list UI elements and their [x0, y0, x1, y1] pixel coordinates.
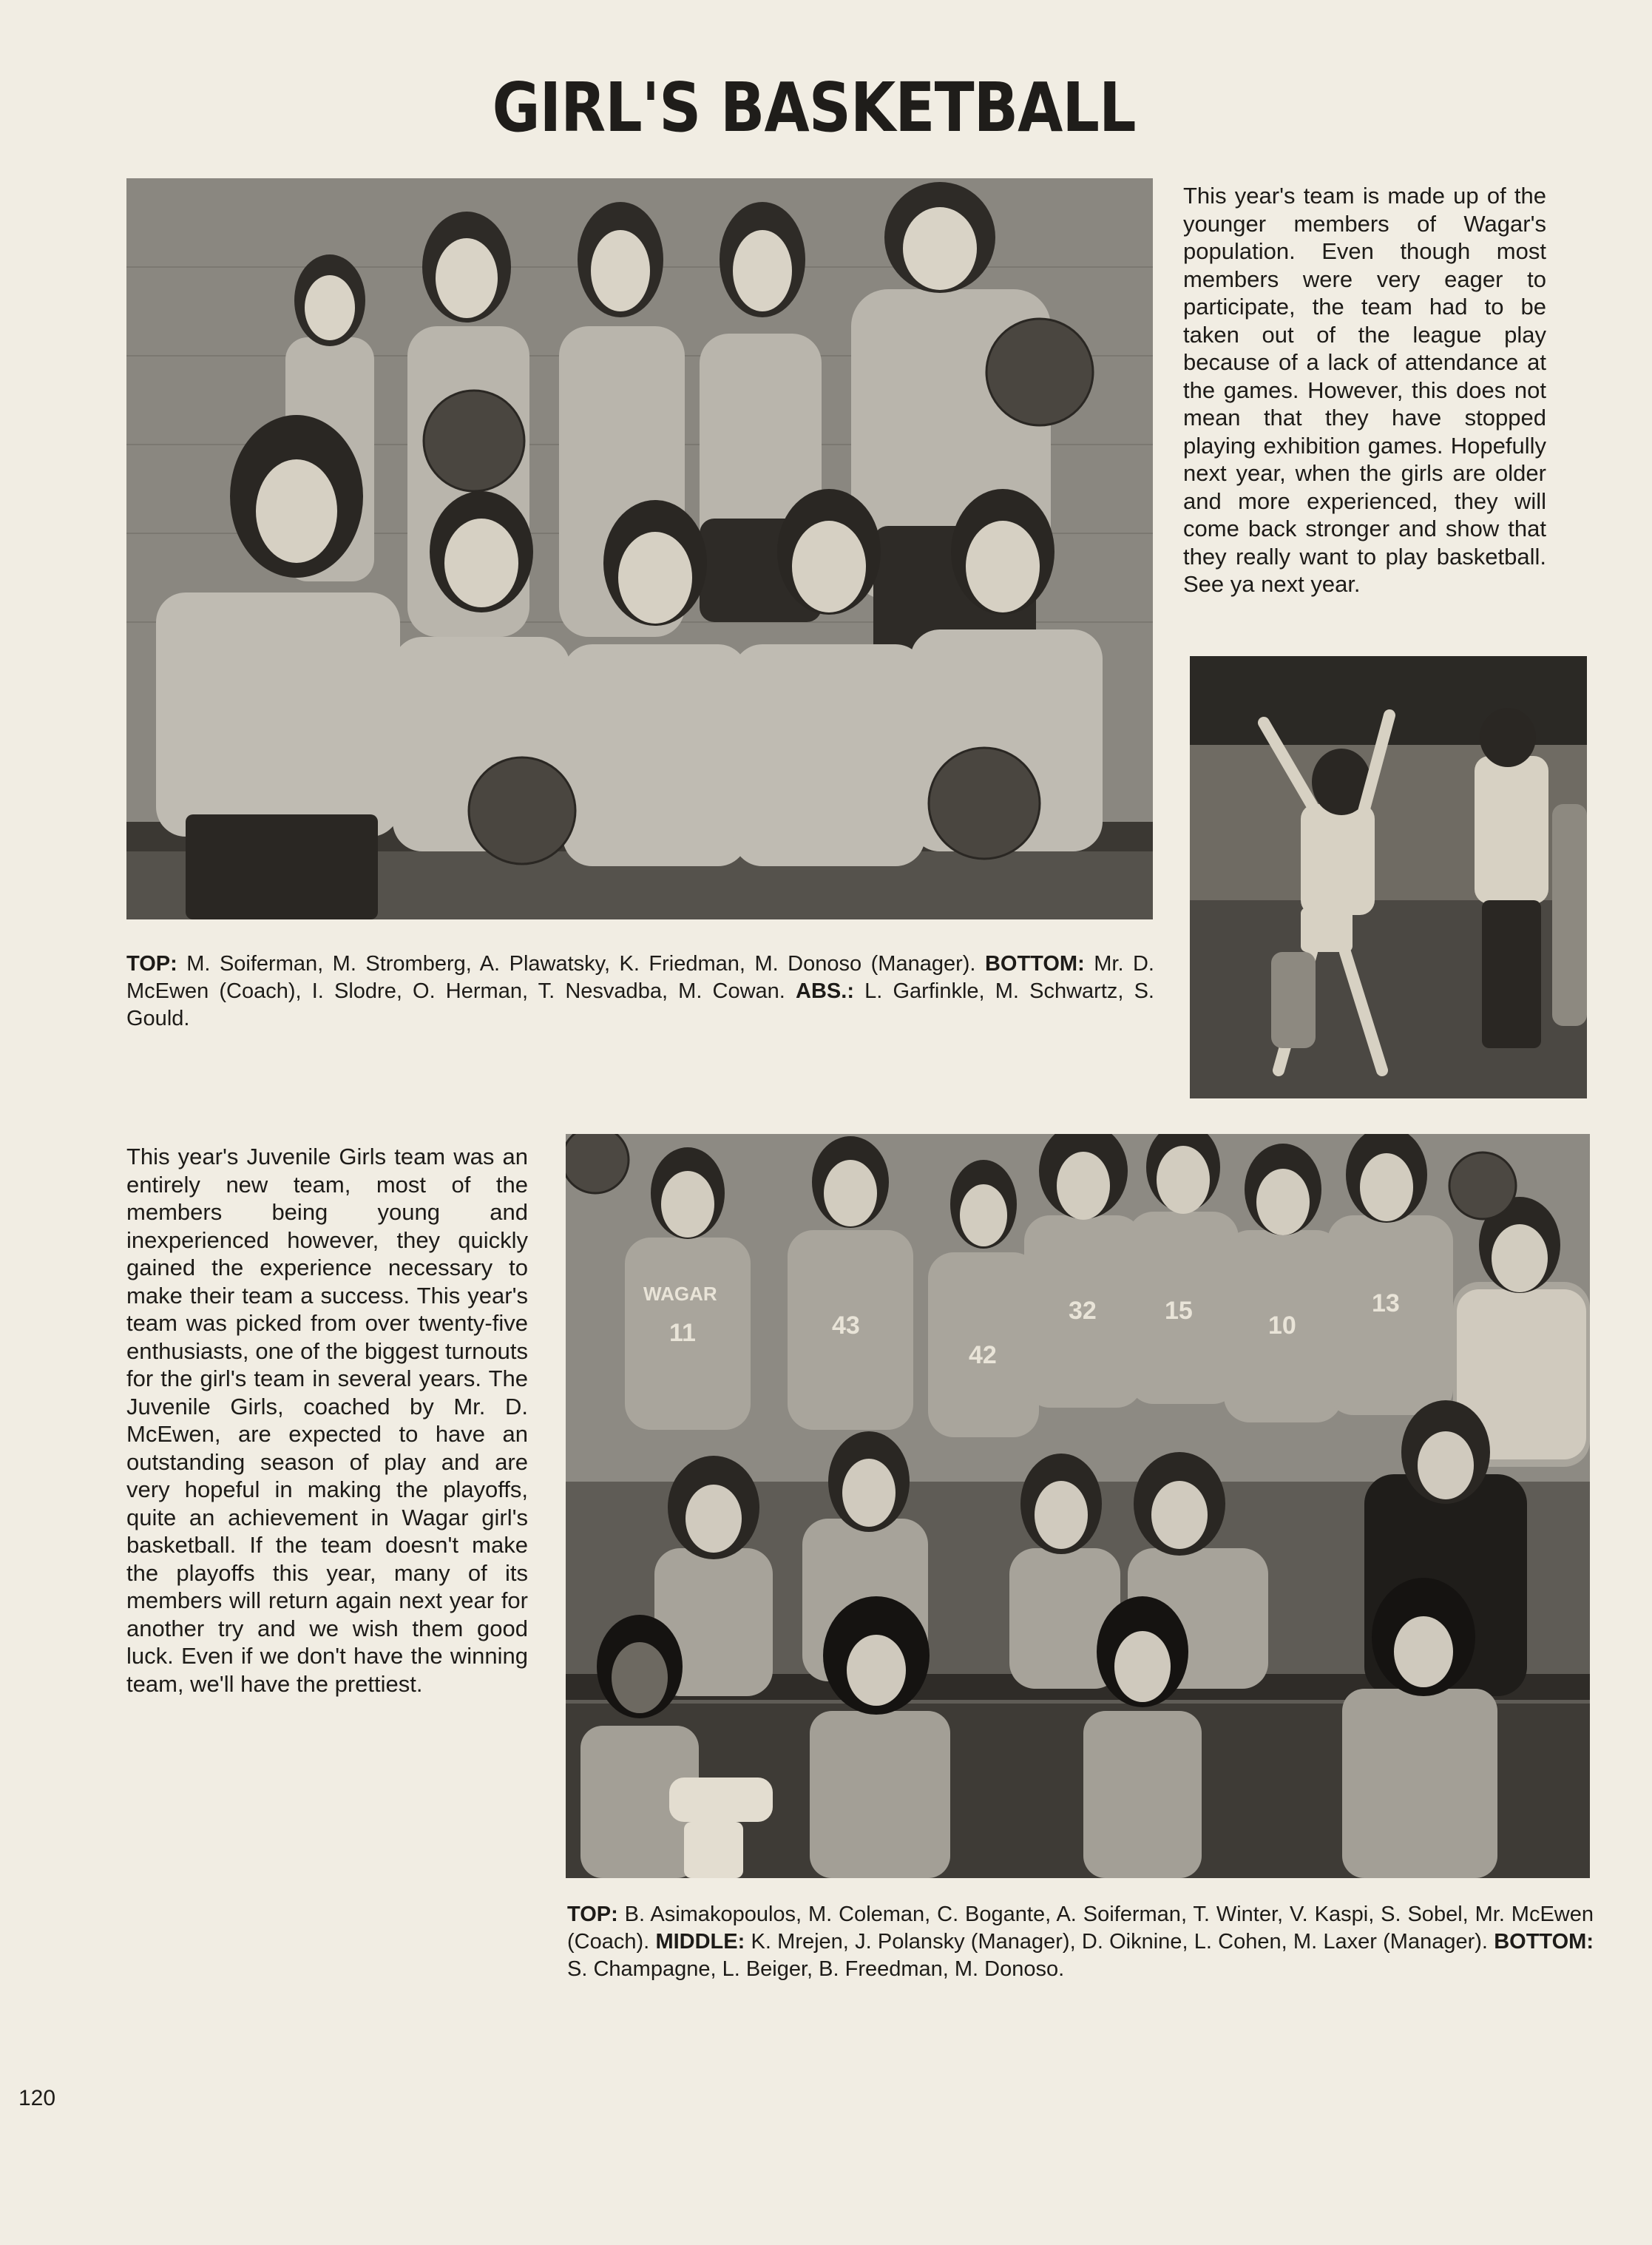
caption-bottom-names: Mr. D. McEwen (Coach), I. Slodre, O. Herman, T. Nesvadba, M. Cowan. — [126, 952, 1154, 1003]
jersey-number-42: 42 — [969, 1341, 997, 1369]
team2-caption — [567, 1901, 1594, 1983]
caption-top-label: TOP: — [126, 952, 177, 976]
juvenile-text: This year's Juvenile Girls team was an entirely new team, most of the members being young and inexperienced however, they quickly gained the experience necessary to make their team a success. This year's team was picked from over twenty-five enthusiasts, one of the biggest turnouts for the girl's team in several years. The Juvenile Girls, coached by Mr. D. McEwen, are expected to have an outstanding season of play and are very hopeful in making the playoffs, quite an achievement in Wagar girl's basketball. If the team doesn't make the playoffs this year, many of its members will return again next year for another try and we wish them good luck. Even if we don't have the winning team, we'll have the prettiest. — [126, 1144, 528, 1697]
jersey-number-11: 11 — [669, 1319, 696, 1347]
jersey-number-10: 10 — [1268, 1311, 1296, 1340]
caption-bottom-label: BOTTOM: — [984, 952, 1085, 976]
page-number: 120 — [18, 2086, 56, 2110]
caption-abs-names: L. Garfinkle, M. Schwartz, S. Gould. — [126, 979, 1154, 1030]
jersey-number-13: 13 — [1372, 1289, 1400, 1317]
team-photo-2 — [566, 1134, 1590, 1878]
caption-middle-names: K. Mrejen, J. Polansky (Manager), D. Oiknine, L. Cohen, M. Laxer (Manager). — [745, 1930, 1494, 1954]
jersey-number-15: 15 — [1165, 1297, 1193, 1325]
page-title: GIRL'S BASKETBALL — [492, 68, 1136, 147]
caption-middle-label: MIDDLE: — [655, 1930, 745, 1954]
caption-top-names: B. Asimakopoulos, M. Coleman, C. Bogante, A. Soiferman, T. Winter, V. Kaspi, S. Sobel, Mr. McEwen (Coach). — [567, 1903, 1594, 1954]
caption-top-label: TOP: — [567, 1903, 618, 1926]
jersey-number-43: 43 — [832, 1311, 860, 1340]
intro-text: This year's team is made up of the younger members of Wagar's population. Even though most members were very eager to participate, the team had to be taken out of the league play because of a lack of attendance at the games. However, this does not mean that they have stopped playing exhibition games. Hopefully next year, when the girls are older and more experienced, they will come back stronger and show that they really want to play basketball. See ya next year. — [1183, 183, 1546, 597]
caption-bottom-names: S. Champagne, L. Beiger, B. Freedman, M. Donoso. — [567, 1957, 1065, 1981]
caption-top-names: M. Soiferman, M. Stromberg, A. Plawatsky, K. Friedman, M. Donoso (Manager). — [177, 952, 985, 976]
caption-bottom-label: BOTTOM: — [1494, 1930, 1594, 1954]
team-photo-1 — [126, 178, 1153, 919]
team1-caption — [126, 951, 1154, 1033]
caption-abs-label: ABS.: — [796, 979, 854, 1003]
jersey-wagar-text: WAGAR — [643, 1283, 717, 1305]
jersey-number-32: 32 — [1069, 1297, 1097, 1325]
action-photo — [1190, 656, 1587, 1098]
